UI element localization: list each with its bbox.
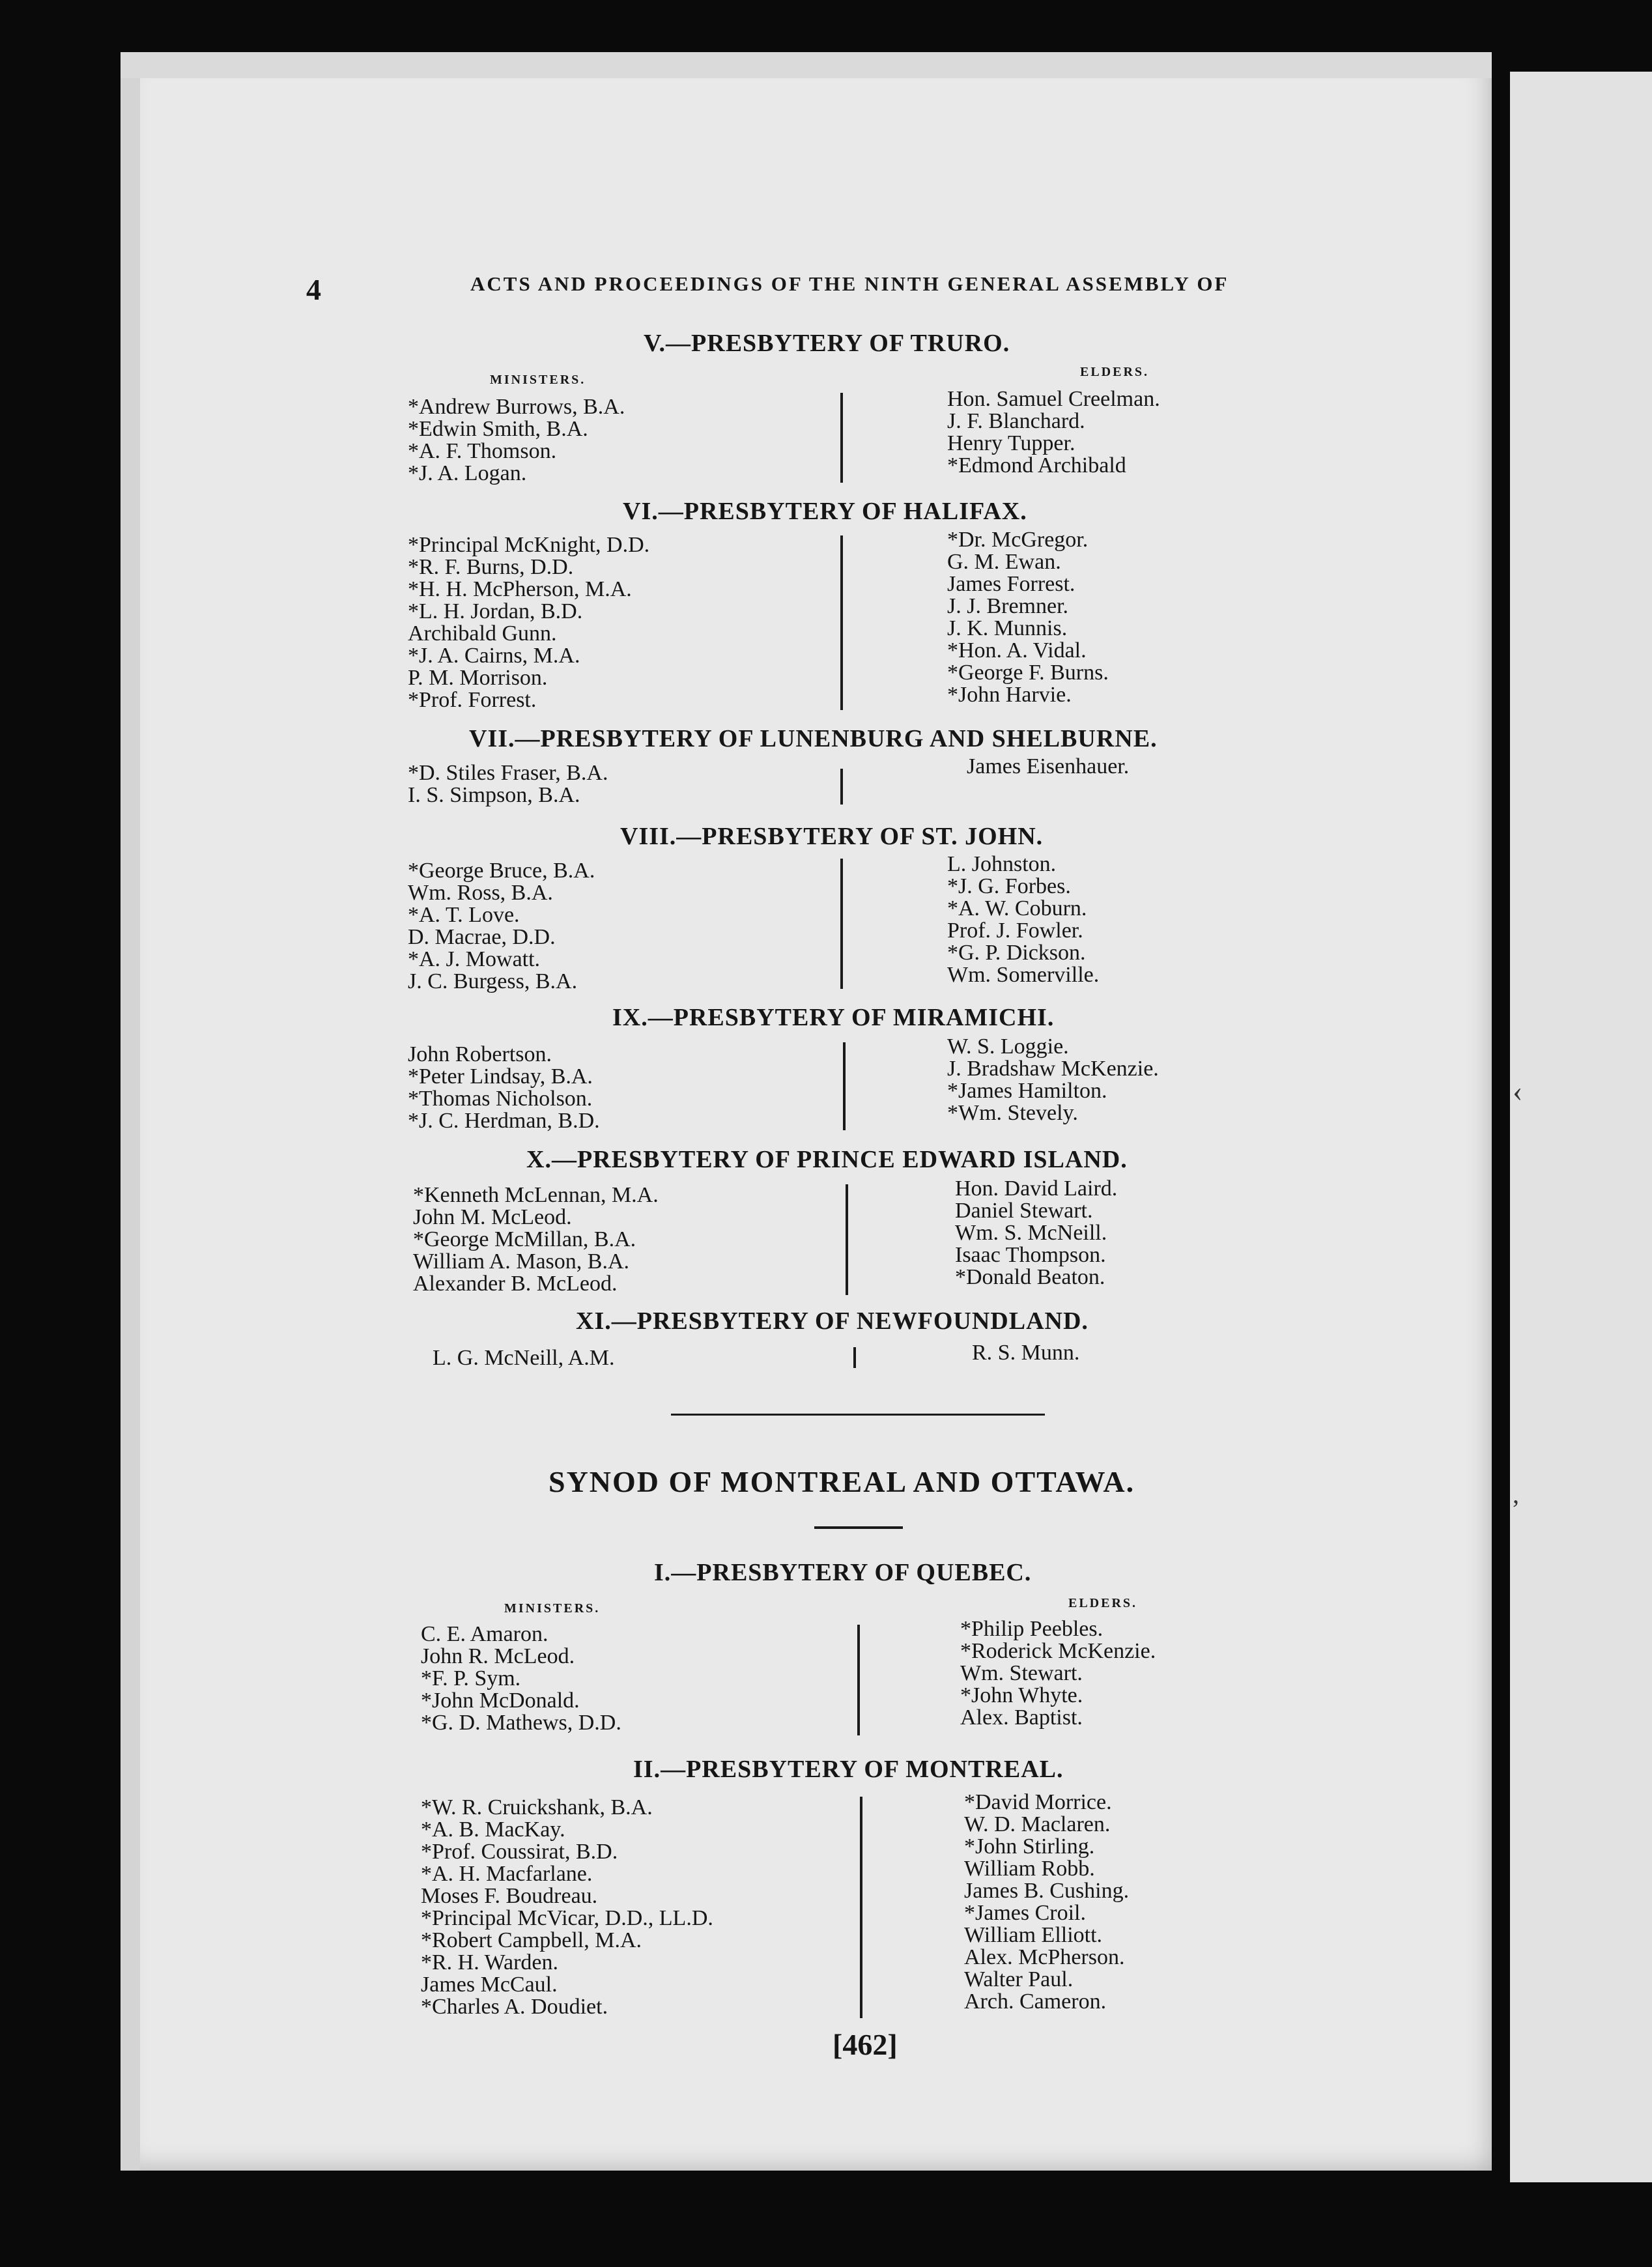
minister-entry: James McCaul. bbox=[421, 1973, 558, 1997]
minister-entry: D. Macrae, D.D. bbox=[408, 925, 556, 949]
minister-entry: *W. R. Cruickshank, B.A. bbox=[421, 1795, 653, 1819]
elder-entry: J. Bradshaw McKenzie. bbox=[947, 1057, 1159, 1081]
section-title: XI.—PRESBYTERY OF NEWFOUNDLAND. bbox=[576, 1307, 1089, 1335]
ministers-list bbox=[413, 1184, 659, 1295]
elder-entry: *John Whyte. bbox=[960, 1683, 1083, 1707]
elders-list bbox=[947, 388, 1160, 477]
minister-entry: C. E. Amaron. bbox=[421, 1622, 548, 1646]
minister-entry: Archibald Gunn. bbox=[408, 621, 557, 646]
section-title: X.—PRESBYTERY OF PRINCE EDWARD ISLAND. bbox=[526, 1146, 1128, 1173]
elders-list bbox=[955, 1178, 1117, 1289]
minister-entry: William A. Mason, B.A. bbox=[413, 1249, 630, 1274]
elders-list bbox=[947, 529, 1109, 706]
minister-entry: *Principal McKnight, D.D. bbox=[408, 533, 650, 557]
elder-entry: Isaac Thompson. bbox=[955, 1243, 1106, 1267]
elder-entry: *Hon. A. Vidal. bbox=[947, 638, 1087, 663]
elder-entry: Hon. Samuel Creelman. bbox=[947, 387, 1160, 411]
elder-entry: *A. W. Coburn. bbox=[947, 896, 1087, 920]
elder-entry: W. S. Loggie. bbox=[947, 1034, 1069, 1059]
minister-entry: Moses F. Boudreau. bbox=[421, 1884, 598, 1908]
synod-title: SYNOD OF MONTREAL AND OTTAWA. bbox=[548, 1465, 1135, 1498]
elder-entry: *Philip Peebles. bbox=[960, 1617, 1104, 1641]
elder-entry: William Robb. bbox=[964, 1857, 1095, 1881]
elders-list bbox=[947, 1036, 1159, 1124]
section-divider bbox=[671, 1414, 1045, 1416]
facing-page-mark: , bbox=[1513, 1479, 1519, 1509]
minister-entry: *A. F. Thomson. bbox=[408, 439, 557, 463]
elder-entry: William Elliott. bbox=[964, 1923, 1103, 1947]
minister-entry: *Prof. Coussirat, B.D. bbox=[421, 1840, 618, 1864]
elder-entry: *J. G. Forbes. bbox=[947, 874, 1071, 898]
elder-entry: Wm. S. McNeill. bbox=[955, 1221, 1107, 1245]
column-divider bbox=[843, 1042, 846, 1130]
ministers-list bbox=[408, 860, 595, 993]
elder-entry: James Forrest. bbox=[947, 572, 1075, 596]
minister-entry: *Kenneth McLennan, M.A. bbox=[413, 1183, 659, 1207]
elder-entry: *Wm. Stevely. bbox=[947, 1101, 1078, 1125]
elder-entry: *James Hamilton. bbox=[947, 1079, 1107, 1103]
column-divider bbox=[853, 1347, 856, 1368]
minister-entry: John M. McLeod. bbox=[413, 1205, 572, 1229]
elder-entry: Arch. Cameron. bbox=[964, 1989, 1107, 2014]
column-divider bbox=[857, 1625, 860, 1735]
minister-entry: *John McDonald. bbox=[421, 1689, 580, 1713]
minister-entry: *Principal McVicar, D.D., LL.D. bbox=[421, 1906, 713, 1930]
elders-list bbox=[967, 756, 1129, 778]
ministers-list bbox=[408, 762, 608, 806]
column-divider bbox=[860, 1797, 862, 2018]
elder-entry: *George F. Burns. bbox=[947, 661, 1109, 685]
page-edge-left bbox=[121, 52, 140, 2171]
minister-entry: *G. D. Mathews, D.D. bbox=[421, 1711, 621, 1735]
minister-entry: I. S. Simpson, B.A. bbox=[408, 783, 580, 807]
minister-entry: P. M. Morrison. bbox=[408, 666, 548, 690]
minister-entry: *A. T. Love. bbox=[408, 903, 520, 927]
elder-entry: J. K. Munnis. bbox=[947, 616, 1068, 640]
minister-entry: *A. H. Macfarlane. bbox=[421, 1862, 593, 1886]
minister-entry: *D. Stiles Fraser, B.A. bbox=[408, 761, 608, 785]
elder-entry: Alex. McPherson. bbox=[964, 1945, 1125, 1969]
elders-list bbox=[960, 1618, 1156, 1729]
running-head: ACTS AND PROCEEDINGS OF THE NINTH GENERAL ASSEMBLY OF bbox=[470, 272, 1229, 295]
page-edge-top bbox=[121, 52, 1492, 78]
minister-entry: *A. J. Mowatt. bbox=[408, 947, 541, 971]
page-number: 4 bbox=[306, 273, 321, 306]
minister-entry: *H. H. McPherson, M.A. bbox=[408, 577, 632, 601]
facing-page-edge bbox=[1510, 72, 1652, 2182]
synod-rule bbox=[814, 1526, 903, 1529]
minister-entry: *Thomas Nicholson. bbox=[408, 1087, 593, 1111]
elder-entry: James B. Cushing. bbox=[964, 1879, 1130, 1903]
section-title: IX.—PRESBYTERY OF MIRAMICHI. bbox=[612, 1004, 1055, 1031]
elder-entry: *John Harvie. bbox=[947, 683, 1072, 707]
column-divider bbox=[840, 393, 843, 483]
minister-entry: Wm. Ross, B.A. bbox=[408, 881, 553, 905]
elders-header: ELDERS. bbox=[1068, 1596, 1138, 1610]
elder-entry: Hon. David Laird. bbox=[955, 1176, 1118, 1201]
elder-entry: *Edmond Archibald bbox=[947, 453, 1126, 478]
elder-entry: Prof. J. Fowler. bbox=[947, 919, 1083, 943]
minister-entry: J. C. Burgess, B.A. bbox=[408, 969, 578, 993]
section-title: VI.—PRESBYTERY OF HALIFAX. bbox=[623, 498, 1027, 525]
minister-entry: *R. H. Warden. bbox=[421, 1950, 558, 1975]
section-title: VII.—PRESBYTERY OF LUNENBURG AND SHELBURNE. bbox=[469, 725, 1158, 752]
minister-entry: *Peter Lindsay, B.A. bbox=[408, 1064, 593, 1089]
ministers-list bbox=[408, 1044, 600, 1132]
facing-page-mark: ‹ bbox=[1513, 1074, 1523, 1107]
column-divider bbox=[840, 859, 843, 989]
elder-entry: G. M. Ewan. bbox=[947, 550, 1061, 574]
ministers-header: MINISTERS. bbox=[490, 373, 586, 387]
elders-list bbox=[972, 1342, 1079, 1364]
elder-entry: James Eisenhauer. bbox=[967, 754, 1130, 778]
minister-entry: *Edwin Smith, B.A. bbox=[408, 417, 588, 441]
elder-entry: Wm. Somerville. bbox=[947, 963, 1100, 987]
minister-entry: *J. A. Cairns, M.A. bbox=[408, 644, 580, 668]
elder-entry: *Roderick McKenzie. bbox=[960, 1639, 1156, 1663]
elder-entry: Henry Tupper. bbox=[947, 431, 1075, 455]
elders-list bbox=[947, 853, 1099, 986]
elder-entry: Wm. Stewart. bbox=[960, 1661, 1083, 1685]
minister-entry: *George McMillan, B.A. bbox=[413, 1227, 636, 1251]
ministers-header: MINISTERS. bbox=[504, 1601, 601, 1616]
footer-page-number: [462] bbox=[833, 2028, 898, 2061]
elder-entry: *David Morrice. bbox=[964, 1790, 1112, 1814]
minister-entry: *Charles A. Doudiet. bbox=[421, 1995, 608, 2019]
minister-entry: L. G. McNeill, A.M. bbox=[433, 1346, 615, 1370]
section-title: VIII.—PRESBYTERY OF ST. JOHN. bbox=[620, 823, 1044, 850]
document-page bbox=[121, 52, 1492, 2171]
minister-entry: *F. P. Sym. bbox=[421, 1666, 521, 1690]
elders-header: ELDERS. bbox=[1080, 365, 1150, 379]
elders-list bbox=[964, 1791, 1129, 2013]
minister-entry: *L. H. Jordan, B.D. bbox=[408, 599, 583, 623]
elder-entry: J. F. Blanchard. bbox=[947, 409, 1085, 433]
elder-entry: Walter Paul. bbox=[964, 1967, 1074, 1991]
elder-entry: *Dr. McGregor. bbox=[947, 528, 1089, 552]
column-divider bbox=[846, 1184, 848, 1295]
elder-entry: *James Croil. bbox=[964, 1901, 1086, 1925]
elder-entry: *G. P. Dickson. bbox=[947, 941, 1086, 965]
minister-entry: *A. B. MacKay. bbox=[421, 1818, 565, 1842]
ministers-list bbox=[421, 1623, 621, 1734]
elder-entry: *John Stirling. bbox=[964, 1834, 1095, 1859]
minister-entry: John Robertson. bbox=[408, 1042, 552, 1066]
elder-entry: L. Johnston. bbox=[947, 852, 1057, 876]
minister-entry: *J. A. Logan. bbox=[408, 461, 527, 485]
elder-entry: R. S. Munn. bbox=[972, 1341, 1080, 1365]
elder-entry: J. J. Bremner. bbox=[947, 594, 1069, 618]
elder-entry: *Donald Beaton. bbox=[955, 1265, 1105, 1289]
column-divider bbox=[840, 535, 843, 710]
minister-entry: *Andrew Burrows, B.A. bbox=[408, 395, 625, 419]
section-title: II.—PRESBYTERY OF MONTREAL. bbox=[633, 1756, 1064, 1783]
elder-entry: W. D. Maclaren. bbox=[964, 1812, 1111, 1836]
ministers-list bbox=[421, 1797, 713, 2018]
minister-entry: *George Bruce, B.A. bbox=[408, 859, 595, 883]
minister-entry: *Robert Campbell, M.A. bbox=[421, 1928, 642, 1952]
minister-entry: Alexander B. McLeod. bbox=[413, 1272, 618, 1296]
elder-entry: Daniel Stewart. bbox=[955, 1199, 1093, 1223]
elder-entry: Alex. Baptist. bbox=[960, 1705, 1083, 1730]
minister-entry: *Prof. Forrest. bbox=[408, 688, 537, 712]
ministers-list bbox=[408, 534, 649, 711]
minister-entry: *J. C. Herdman, B.D. bbox=[408, 1109, 600, 1133]
ministers-list bbox=[433, 1347, 615, 1369]
section-title: I.—PRESBYTERY OF QUEBEC. bbox=[654, 1559, 1032, 1586]
column-divider bbox=[840, 769, 843, 805]
section-title: V.—PRESBYTERY OF TRURO. bbox=[644, 330, 1010, 357]
ministers-list bbox=[408, 396, 625, 485]
minister-entry: John R. McLeod. bbox=[421, 1644, 575, 1668]
minister-entry: *R. F. Burns, D.D. bbox=[408, 555, 574, 579]
